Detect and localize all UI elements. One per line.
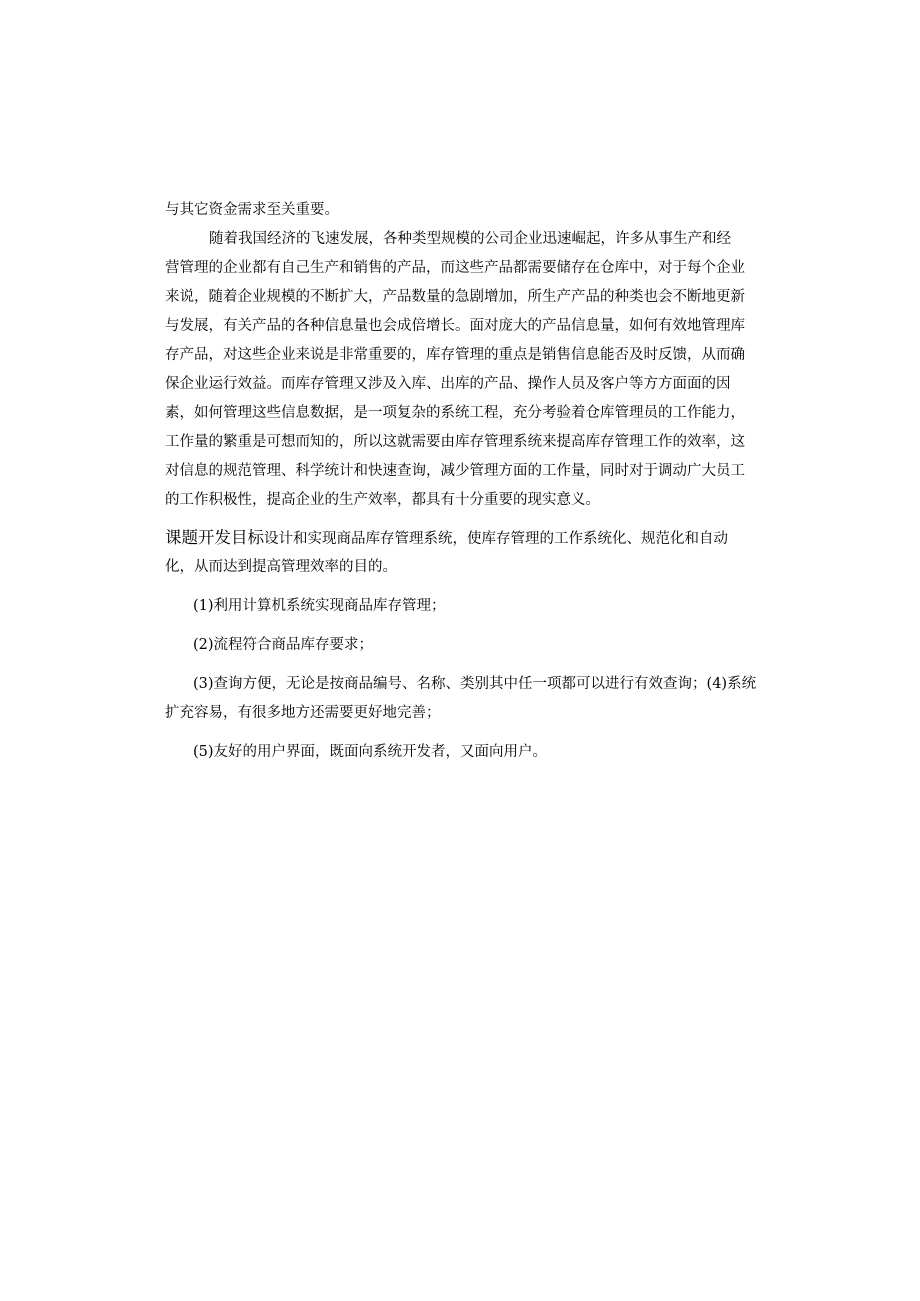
paragraph-line: 来说，随着企业规模的不断扩大，产品数量的急剧增加，所生产产品的种类也会不断地更新 (165, 289, 745, 305)
goal-item-5: (5)友好的用户界面，既面向系统开发者，又面向用户。 (193, 744, 548, 760)
goal-item-1: (1)利用计算机系统实现商品库存管理； (193, 598, 446, 614)
paragraph-line: 存产品，对这些企业来说是非常重要的，库存管理的重点是销售信息能否及时反馈，从而确 (165, 347, 745, 363)
paragraph-line: 的工作积极性，提高企业的生产效率，都具有十分重要的现实意义。 (165, 492, 600, 508)
paragraph-background (165, 225, 787, 515)
paragraph-line: 对信息的规范管理、科学统计和快速查询，减少管理方面的工作量，同时对于调动广大员工 (165, 463, 745, 479)
section-lead-continuation: 化，从而达到提高管理效率的目的。 (165, 559, 397, 575)
section-heading: 课题开发目标 (165, 528, 264, 547)
paragraph-line: 与发展，有关产品的各种信息量也会成倍增长。面对庞大的产品信息量，如何有效地管理库 (165, 318, 745, 334)
document-page (165, 196, 787, 767)
paragraph-line: 工作量的繁重是可想而知的，所以这就需要由库存管理系统来提高库存管理工作的效率，这 (165, 434, 745, 450)
paragraph-line: 随着我国经济的飞速发展，各种类型规模的公司企业迅速崛起，许多从事生产和经 (209, 231, 731, 247)
goal-item-3: (3)查询方便，无论是按商品编号、名称、类别其中任一项都可以进行有效查询；(4)系统 (193, 676, 757, 692)
paragraph-line: 素，如何管理这些信息数据，是一项复杂的系统工程，充分考验着仓库管理员的工作能力， (165, 405, 745, 421)
section-goals-line (165, 523, 787, 553)
goal-item-3-continuation: 扩充容易，有很多地方还需要更好地完善； (165, 705, 441, 721)
paragraph-line: 保企业运行效益。而库存管理又涉及入库、出库的产品、操作人员及客户等方方面面的因 (165, 376, 731, 392)
section-lead-text: 设计和实现商品库存管理系统，使库存管理的工作系统化、规范化和自动 (264, 531, 728, 547)
continuation-line: 与其它资金需求至关重要。 (165, 202, 339, 218)
paragraph-line: 营管理的企业都有自己生产和销售的产品，而这些产品都需要储存在仓库中，对于每个企业 (165, 260, 745, 276)
goal-item-2: (2)流程符合商品库存要求； (193, 637, 374, 653)
goals-list (165, 592, 787, 767)
